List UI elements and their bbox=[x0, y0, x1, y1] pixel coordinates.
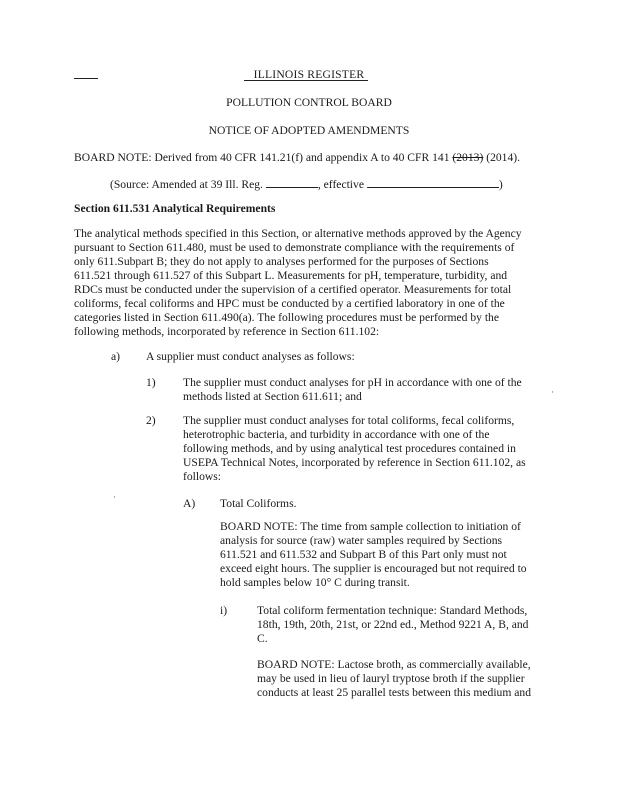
board-note-i-line: BOARD NOTE: Lactose broth, as commercially available, bbox=[257, 658, 531, 671]
board-note-i-line: may be used in lieu of lauryl tryptose broth if the supplier bbox=[257, 672, 525, 685]
item-1-line: methods listed at Section 611.611; and bbox=[183, 390, 362, 403]
item-i-label: i) bbox=[220, 604, 228, 617]
item-1-line: The supplier must conduct analyses for pH in accordance with one of the bbox=[183, 376, 522, 389]
scan-speck: · bbox=[113, 492, 116, 502]
intro-line: only 611.Subpart B; they do not apply to analyses performed for the purposes of Sections bbox=[74, 255, 489, 268]
board-note-A-line: hold samples below 10° C during transit. bbox=[220, 576, 410, 589]
board-note-A-line: BOARD NOTE: The time from sample collection to initiation of bbox=[220, 520, 521, 533]
intro-line: categories listed in Section 611.490(a). The following procedures must be performed by the bbox=[74, 311, 499, 324]
item-2-label: 2) bbox=[146, 414, 156, 427]
intro-line: following methods, incorporated by reference in Section 611.102: bbox=[74, 325, 380, 338]
item-1-text bbox=[183, 376, 522, 404]
item-a-text: A supplier must conduct analyses as follows: bbox=[146, 350, 355, 363]
notice-title: NOTICE OF ADOPTED AMENDMENTS bbox=[208, 124, 410, 137]
header-rule bbox=[244, 80, 368, 81]
source-effective-blank bbox=[367, 177, 499, 188]
board-note-A-line: exceed eight hours. The supplier is encouraged but not required to bbox=[220, 562, 527, 575]
source-line bbox=[110, 177, 503, 192]
item-2-text bbox=[183, 414, 526, 484]
item-2-line: following methods, and by using analytical test procedures contained in bbox=[183, 442, 516, 455]
item-1-label: 1) bbox=[146, 376, 156, 389]
intro-paragraph bbox=[74, 227, 546, 339]
board-note-i-line: conducts at least 25 parallel tests between this medium and bbox=[257, 686, 531, 699]
item-2-line: follows: bbox=[183, 470, 222, 483]
item-i-text bbox=[257, 604, 528, 646]
board-note-struck-year: (2013) bbox=[452, 151, 484, 164]
source-amended-text: (Source: Amended at 39 Ill. Reg. bbox=[110, 178, 266, 191]
board-note-A bbox=[220, 520, 527, 590]
item-i-line: Total coliform fermentation technique: Standard Methods, bbox=[257, 604, 528, 617]
item-i-line: C. bbox=[257, 632, 268, 645]
item-A-text: Total Coliforms. bbox=[220, 497, 297, 510]
item-a-label: a) bbox=[111, 350, 121, 363]
board-note-derived-text: BOARD NOTE: Derived from 40 CFR 141.21(f) and appendix A to 40 CFR 141 bbox=[74, 151, 453, 164]
section-title: Section 611.531 Analytical Requirements bbox=[74, 202, 276, 215]
item-2-line: heterotrophic bacteria, and turbidity in accordance with one of the bbox=[183, 428, 490, 441]
intro-line: 611.521 through 611.527 of this Subpart L. Measurements for pH, temperature, turbidity, and bbox=[74, 269, 508, 282]
board-title: POLLUTION CONTROL BOARD bbox=[226, 96, 392, 109]
board-note-A-line: analysis for source (raw) water samples required by Sections bbox=[220, 534, 503, 547]
intro-line: The analytical methods specified in this Section, or alternative methods approved by the Agency bbox=[74, 227, 522, 240]
source-reg-blank bbox=[266, 177, 318, 188]
register-title: ILLINOIS REGISTER bbox=[253, 68, 365, 81]
scan-speck: · bbox=[551, 387, 554, 397]
intro-line: coliforms, fecal coliforms and HPC must be conducted by a certified laboratory in one of the bbox=[74, 297, 505, 310]
intro-line: pursuant to Section 611.480, must be used to demonstrate compliance with the requirements of bbox=[74, 241, 515, 254]
item-A-label: A) bbox=[183, 497, 196, 510]
board-note-new-year: (2014). bbox=[483, 151, 521, 164]
item-i-line: 18th, 19th, 20th, 21st, or 22nd ed., Method 9221 A, B, and bbox=[257, 618, 529, 631]
board-note-A-line: 611.521 and 611.532 and Subpart B of this Part only must not bbox=[220, 548, 507, 561]
board-note-derived bbox=[74, 151, 574, 165]
item-2-line: USEPA Technical Notes, incorporated by reference in Section 611.102, as bbox=[183, 456, 526, 469]
source-effective-text: , effective bbox=[317, 178, 367, 191]
board-note-i bbox=[257, 658, 531, 700]
item-2-line: The supplier must conduct analyses for total coliforms, fecal coliforms, bbox=[183, 414, 515, 427]
intro-line: RDCs must be conducted under the supervision of a certified operator. Measurements for total bbox=[74, 283, 512, 296]
source-close-paren: ) bbox=[498, 178, 503, 191]
